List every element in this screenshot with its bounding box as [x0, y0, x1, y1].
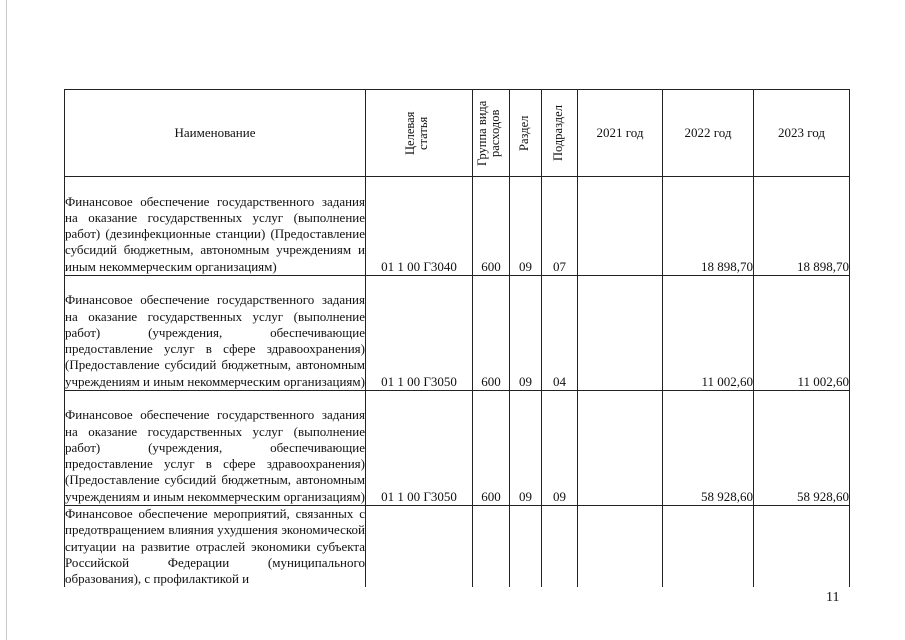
row-name: Финансовое обеспечение государственного задания на оказание государственных услуг (выполнение работ) (учреждения, обеспечивающие предоставление услуг в сфере здравоохранения) (Предоставление субсидий бюджетным, автономным учреждениям и иным некоммерческим организациям)	[65, 391, 366, 506]
row-2023: 11 002,60	[754, 276, 850, 391]
header-subsection	[542, 90, 578, 177]
row-expense-group: 600	[473, 177, 510, 276]
row-name: Финансовое обеспечение государственного задания на оказание государственных услуг (выполнение работ) (учреждения, обеспечивающие предоставление услуг в сфере здравоохранения) (Предоставление субсидий бюджетным, автономным учреждениям и иным некоммерческим организациям)	[65, 276, 366, 391]
header-target-article	[366, 90, 473, 177]
row-section	[510, 506, 542, 588]
row-subsection: 07	[542, 177, 578, 276]
row-2021	[578, 391, 663, 506]
row-2021	[578, 506, 663, 588]
header-2023: 2023 год	[754, 90, 850, 177]
row-2022: 18 898,70	[663, 177, 754, 276]
table-row	[65, 177, 850, 276]
row-2021	[578, 177, 663, 276]
row-2023: 58 928,60	[754, 391, 850, 506]
row-2023: 18 898,70	[754, 177, 850, 276]
budget-table	[64, 89, 850, 587]
header-row	[65, 90, 850, 177]
row-target-article: 01 1 00 Г3050	[366, 276, 473, 391]
page-number: 11	[826, 590, 840, 605]
row-section: 09	[510, 276, 542, 391]
header-2021: 2021 год	[578, 90, 663, 177]
header-expense-group	[473, 90, 510, 177]
row-2021	[578, 276, 663, 391]
table-row	[65, 276, 850, 391]
row-2023	[754, 506, 850, 588]
row-target-article: 01 1 00 Г3050	[366, 391, 473, 506]
row-section: 09	[510, 391, 542, 506]
margin-line	[6, 0, 7, 640]
row-subsection	[542, 506, 578, 588]
header-expense-group-label: Группа вида расходов	[475, 100, 502, 166]
table-row	[65, 391, 850, 506]
row-2022	[663, 506, 754, 588]
row-subsection: 04	[542, 276, 578, 391]
row-expense-group	[473, 506, 510, 588]
header-section	[510, 90, 542, 177]
row-target-article	[366, 506, 473, 588]
header-target-article-label: Целевая статья	[403, 111, 430, 155]
row-expense-group: 600	[473, 391, 510, 506]
header-subsection-label: Подраздел	[550, 105, 565, 161]
header-section-label: Раздел	[516, 115, 531, 151]
header-2022: 2022 год	[663, 90, 754, 177]
table-row	[65, 506, 850, 588]
row-subsection: 09	[542, 391, 578, 506]
row-2022: 58 928,60	[663, 391, 754, 506]
row-section: 09	[510, 177, 542, 276]
row-name: Финансовое обеспечение государственного задания на оказание государственных услуг (выполнение работ) (дезинфекционные станции) (Предоставление субсидий бюджетным, автономным учреждениям и иным некоммерческим организациям)	[65, 177, 366, 276]
row-name: Финансовое обеспечение мероприятий, связанных с предотвращением влияния ухудшения экономической ситуации на развитие отраслей экономики субъекта Российской Федерации (муниципального образования), с профилактикой и	[65, 506, 365, 587]
row-2022: 11 002,60	[663, 276, 754, 391]
header-name: Наименование	[65, 90, 366, 177]
row-expense-group: 600	[473, 276, 510, 391]
row-target-article: 01 1 00 Г3040	[366, 177, 473, 276]
